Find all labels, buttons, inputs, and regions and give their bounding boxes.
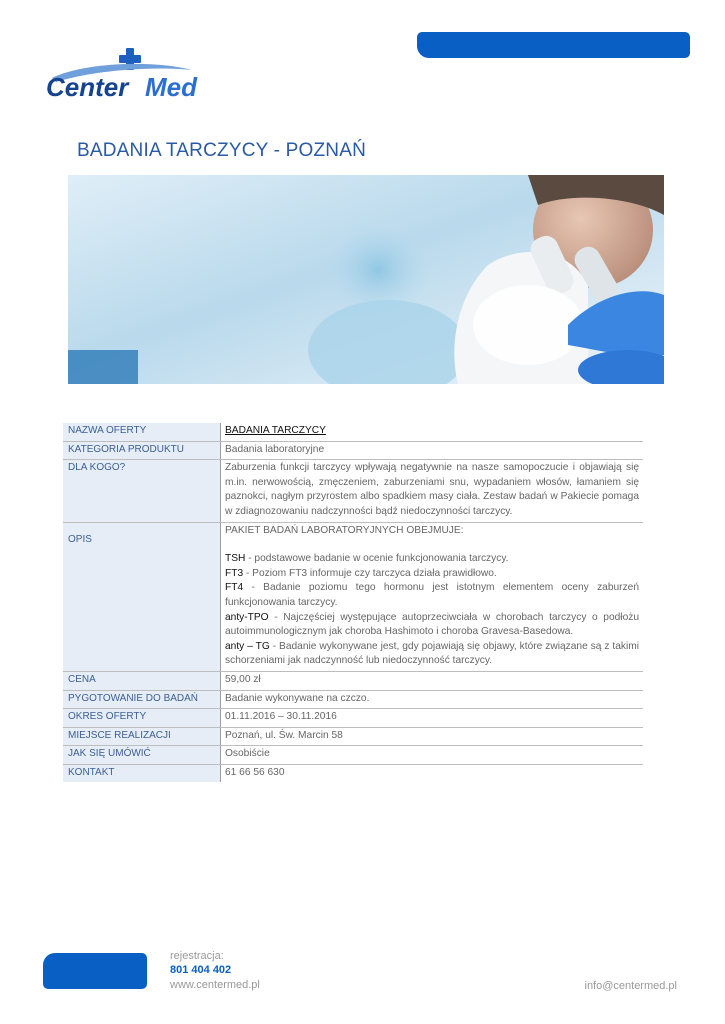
table-row-offer-period [63, 709, 643, 728]
row-label: OKRES OFERTY [63, 709, 221, 728]
footer-accent-bar [43, 953, 147, 989]
test-item-tsh [225, 552, 639, 567]
contact-value: 61 66 56 630 [221, 764, 644, 782]
footer-phone[interactable]: 801 404 402 [170, 964, 232, 976]
table-row-for-whom [63, 460, 643, 522]
row-label: MIEJSCE REALIZACJI [63, 727, 221, 746]
test-desc: - Badanie wykonywane jest, gdy pojawiają się objawy, które związane są z takimi schorzeniami jak nadczynność lub niedoczynność tarczycy. [225, 640, 640, 667]
row-label: NAZWA OFERTY [63, 423, 221, 441]
test-item-ft4 [225, 581, 639, 610]
description-intro: PAKIET BADAŃ LABORATORYJNYCH OBEJMUJE: [225, 524, 464, 536]
logo-text-med: Med [145, 72, 197, 102]
row-label: DLA KOGO? [63, 460, 221, 522]
row-label: CENA [63, 671, 221, 690]
for-whom-value: Zaburzenia funkcji tarczycy wpływają negatywnie na nasze samopoczucie i objawiają się m.in. nerwowością, zmęczeniem, zaburzeniami snu, wypadaniem włosów, łamaniem się paznokci, nagłym przyrostem albo spadkiem masy ciała. Zestaw badań w Pakiecie pomaga w zdiagnozowaniu nadczynności bądź niedoczynności tarczycy. [221, 460, 644, 522]
table-row-description [63, 522, 643, 671]
table-row-category [63, 441, 643, 460]
table-row-preparation [63, 690, 643, 709]
row-label: KONTAKT [63, 764, 221, 782]
offer-name-value: BADANIA TARCZYCY [225, 425, 326, 436]
test-item-ft3 [225, 567, 639, 582]
table-row-price [63, 671, 643, 690]
centermed-logo[interactable] [44, 48, 204, 104]
table-row-location [63, 727, 643, 746]
offer-period-value: 01.11.2016 – 30.11.2016 [221, 709, 644, 728]
test-name: anty-TPO [225, 611, 269, 623]
category-value: Badania laboratoryjne [221, 441, 644, 460]
row-label: PYGOTOWANIE DO BADAŃ [63, 690, 221, 709]
how-to-book-value: Osobiście [221, 746, 644, 765]
page-title: BADANIA TARCZYCY - POZNAŃ [77, 140, 366, 161]
row-label: OPIS [63, 522, 221, 671]
table-row-how-to-book [63, 746, 643, 765]
test-desc: - Poziom FT3 informuje czy tarczyca działa prawidłowo. [243, 567, 497, 579]
table-row-offer-name [63, 423, 643, 441]
row-label: KATEGORIA PRODUKTU [63, 441, 221, 460]
header-accent-bar [417, 32, 690, 58]
test-name: FT4 [225, 582, 244, 594]
description-value [221, 522, 644, 671]
test-name: FT3 [225, 567, 244, 579]
test-item-anty-tg [225, 640, 639, 669]
test-item-anty-tpo [225, 611, 639, 640]
footer-registration-label: rejestracja: [170, 950, 224, 962]
test-desc: - podstawowe badanie w ocenie funkcjonowania tarczycy. [245, 553, 509, 565]
offer-details-table [63, 423, 643, 782]
test-name: TSH [225, 553, 246, 565]
hero-photo-microscope [68, 175, 664, 384]
test-desc: - Najczęściej występujące autoprzeciwciała w chorobach tarczycy o podłożu autoimmunologicznym jak choroba Hashimoto i choroba Gravesa-Basedowa. [225, 611, 639, 638]
test-desc: - Badanie poziomu tego hormonu jest istotnym elementem oceny zaburzeń funkcjonowania tarczycy. [225, 582, 639, 608]
preparation-value: Badanie wykonywane na czczo. [221, 690, 644, 709]
test-name: anty – TG [225, 640, 270, 652]
logo-text-center: Center [46, 72, 129, 102]
footer-website-link[interactable]: www.centermed.pl [170, 979, 260, 991]
price-value: 59,00 zł [221, 671, 644, 690]
row-label: JAK SIĘ UMÓWIĆ [63, 746, 221, 765]
footer-email-link[interactable]: info@centermed.pl [584, 980, 677, 992]
location-value: Poznań, ul. Św. Marcin 58 [221, 727, 644, 746]
table-row-contact [63, 764, 643, 782]
